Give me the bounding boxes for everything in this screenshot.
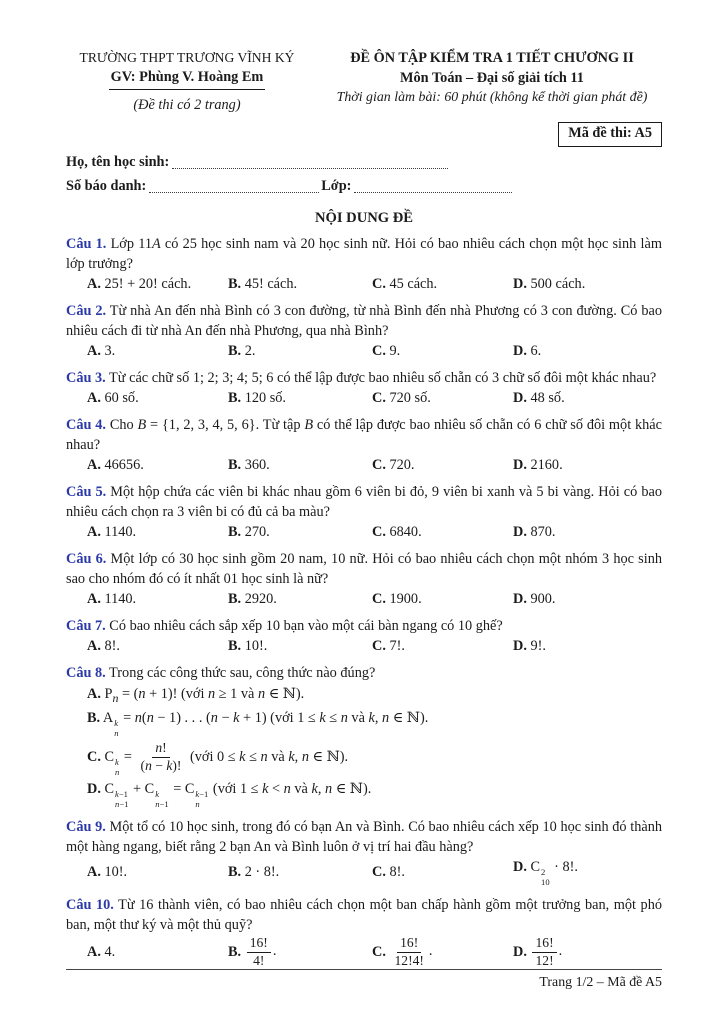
student-id-field <box>149 188 319 193</box>
option-D <box>513 522 662 542</box>
options <box>87 589 662 609</box>
content-heading: NỘI DUNG ĐỀ <box>314 210 414 226</box>
option-text: $P_n = (n + 1)$! (với n ≥ 1 và n ∈ ℕ). <box>104 686 305 706</box>
question-9 <box>66 817 662 888</box>
page-footer <box>66 969 662 991</box>
option-C <box>372 935 513 970</box>
option-D <box>513 857 662 888</box>
question-text: Câu 4. Cho B = {1, 2, 3, 4, 5, 6}. Từ tập B có thể lập được bao nhiêu số chẵn có 6 chữ số đôi một khác nhau? <box>66 417 662 454</box>
option-letter: C. <box>372 591 386 608</box>
option-letter: C. <box>372 638 386 655</box>
option-letter: D. <box>513 343 527 360</box>
option-letter: C. <box>372 524 386 541</box>
option-letter: B. <box>228 943 242 960</box>
options <box>87 935 662 970</box>
option-letter: D. <box>513 638 527 655</box>
option-text: 45! cách. <box>244 276 298 293</box>
option-B <box>228 935 372 970</box>
option-letter: A. <box>87 638 101 655</box>
option-letter: A. <box>87 944 101 961</box>
option-text: C k−1 n−1 + C k n−1 = C k−1 n (với 1 ≤ k < n và k, n ∈ ℕ). <box>104 780 372 809</box>
option-letter: B. <box>228 276 242 293</box>
option-text: 1140. <box>104 524 137 541</box>
option-text: 500 cách. <box>530 276 586 293</box>
option-letter: A. <box>87 343 101 360</box>
option-text: A k n = n(n − 1) . . . (n − k + 1) (với 1 ≤ k ≤ n và k, n ∈ ℕ). <box>102 709 429 738</box>
question-label: Câu 1. <box>66 236 107 252</box>
option-D <box>513 589 662 609</box>
options <box>87 341 662 361</box>
question-label: Câu 10. <box>66 896 114 913</box>
option-text: 8!. <box>389 864 405 881</box>
teacher-row <box>66 66 308 90</box>
option-text: 720. <box>389 457 415 474</box>
student-name-field <box>172 164 448 169</box>
option-letter: B. <box>228 864 242 881</box>
option-text: 10!. <box>104 864 128 881</box>
question-label: Câu 3. <box>66 370 106 387</box>
options <box>87 455 662 475</box>
exam-duration: Thời gian làm bài: 60 phút (không kể thời gian phát đề) <box>336 90 648 105</box>
options <box>87 274 662 294</box>
title-block <box>322 50 662 106</box>
option-text: 120 số. <box>244 390 287 407</box>
option-letter: B. <box>228 390 242 407</box>
option-text: 2920. <box>244 591 277 608</box>
option-letter: D. <box>513 276 527 293</box>
option-D <box>513 388 662 408</box>
question-label: Câu 7. <box>66 618 106 635</box>
option-text: 45 cách. <box>389 276 438 293</box>
option-letter: C. <box>372 943 386 960</box>
option-text: 900. <box>530 591 556 608</box>
question-text: Câu 8. Trong các công thức sau, công thức nào đúng? <box>66 665 376 682</box>
option-C <box>372 274 513 294</box>
student-id-label: Số báo danh: <box>66 178 147 194</box>
option-letter: D. <box>87 780 101 797</box>
question-7 <box>66 616 662 656</box>
question-text: Câu 2. Từ nhà An đến nhà Bình có 3 con đường, từ nhà Bình đến nhà Phương có 3 con đường. Có bao nhiêu cách đi từ nhà An đến nhà Phương, qua nhà Bình? <box>66 303 662 340</box>
option-A <box>87 455 228 475</box>
question-4 <box>66 415 662 475</box>
option-B <box>87 708 662 739</box>
option-letter: A. <box>87 686 101 703</box>
option-text: 25! + 20! cách. <box>104 276 192 293</box>
option-letter: D. <box>513 457 527 474</box>
option-text: 9!. <box>530 638 546 655</box>
question-1 <box>66 234 662 294</box>
options <box>87 522 662 542</box>
option-text: 4. <box>104 944 116 961</box>
question-text: Câu 3. Từ các chữ số 1; 2; 3; 4; 5; 6 có thể lập được bao nhiêu số chẵn có 3 chữ số đôi một khác nhau? <box>66 370 657 387</box>
option-letter: C. <box>372 276 386 293</box>
option-text: 3. <box>104 343 116 360</box>
question-text: Câu 1. Lớp 11A có 25 học sinh nam và 20 học sinh nữ. Hỏi có bao nhiêu cách chọn một học sinh làm lớp trưởng? <box>66 236 662 273</box>
option-D <box>513 455 662 475</box>
option-text: 870. <box>530 524 556 541</box>
exam-code-box: Mã đề thi: A5 <box>558 122 662 147</box>
student-id-line <box>66 178 662 195</box>
option-letter: C. <box>372 390 386 407</box>
option-A <box>87 388 228 408</box>
options <box>87 684 662 809</box>
option-D <box>513 274 662 294</box>
option-letter: A. <box>87 457 101 474</box>
option-C <box>372 455 513 475</box>
option-B <box>228 388 372 408</box>
question-text: Câu 5. Một hộp chứa các viên bi khác nhau gồm 6 viên bi đỏ, 9 viên bi xanh và 5 bi vàng. Hỏi có bao nhiêu cách chọn ra 3 viên bi có đủ cả ba màu? <box>66 484 662 521</box>
teacher-name: GV: Phùng V. Hoàng Em <box>109 68 266 90</box>
option-text: 270. <box>244 524 270 541</box>
question-label: Câu 8. <box>66 665 106 682</box>
option-C <box>372 341 513 361</box>
question-6 <box>66 549 662 609</box>
option-C <box>87 740 662 778</box>
option-letter: C. <box>87 748 101 765</box>
option-letter: D. <box>513 943 527 960</box>
option-text: 46656. <box>104 457 144 474</box>
exam-code-row <box>66 122 662 147</box>
question-3 <box>66 368 662 408</box>
option-A <box>87 862 228 882</box>
page-info: Trang 1/2 – Mã đề A5 <box>539 975 662 990</box>
question-5 <box>66 482 662 542</box>
option-letter: B. <box>228 591 242 608</box>
class-field <box>354 188 512 193</box>
option-letter: A. <box>87 524 101 541</box>
questions <box>66 234 662 970</box>
option-text: 2 · 8!. <box>244 864 280 881</box>
option-D <box>513 636 662 656</box>
question-text: Câu 9. Một tổ có 10 học sinh, trong đó có bạn An và Bình. Có bao nhiêu cách xếp 10 học sinh đó thành một hàng ngang, biết rằng 2 bạn An và Bình luôn ở vị trí hai đầu hàng? <box>66 818 662 855</box>
student-name-label: Họ, tên học sinh: <box>66 154 170 170</box>
option-text: 2. <box>244 343 256 360</box>
student-name-line <box>66 154 662 171</box>
option-B <box>228 341 372 361</box>
option-B <box>228 589 372 609</box>
class-label: Lớp: <box>321 178 352 194</box>
option-letter: B. <box>228 524 242 541</box>
option-C <box>372 589 513 609</box>
question-text: Câu 6. Một lớp có 30 học sinh gồm 20 nam, 10 nữ. Hỏi có bao nhiêu cách chọn một nhóm 3 học sinh sao cho nhóm đó có ít nhất 01 học sinh là nữ? <box>66 551 662 588</box>
option-B <box>228 522 372 542</box>
option-text: $\frac{16!}{12!4!}$ . <box>394 934 433 968</box>
option-A <box>87 684 662 707</box>
option-text: 9. <box>389 343 401 360</box>
option-letter: C. <box>372 864 386 881</box>
option-A <box>87 274 228 294</box>
question-label: Câu 5. <box>66 484 107 501</box>
option-letter: A. <box>87 864 101 881</box>
exam-header <box>66 50 662 114</box>
school-block <box>66 50 308 114</box>
option-D <box>87 779 662 810</box>
option-C <box>372 636 513 656</box>
pages-note: (Đề thi có 2 trang) <box>133 97 241 113</box>
option-A <box>87 522 228 542</box>
option-text: 8!. <box>104 638 120 655</box>
option-D <box>513 341 662 361</box>
question-8 <box>66 663 662 809</box>
exam-title: ĐỀ ÔN TẬP KIỂM TRA 1 TIẾT CHƯƠNG II <box>350 50 634 66</box>
option-text: $\frac{16!}{12!}$ . <box>530 943 562 959</box>
option-text: 2160. <box>530 457 563 474</box>
option-letter: C. <box>372 457 386 474</box>
question-2 <box>66 301 662 361</box>
option-A <box>87 589 228 609</box>
option-letter: B. <box>228 638 242 655</box>
option-B <box>228 862 372 882</box>
option-C <box>372 388 513 408</box>
option-text: 6. <box>530 343 542 360</box>
option-letter: C. <box>372 343 386 360</box>
option-letter: A. <box>87 390 101 407</box>
option-B <box>228 455 372 475</box>
options <box>87 857 662 888</box>
option-A <box>87 636 228 656</box>
option-A <box>87 341 228 361</box>
option-C <box>372 862 513 882</box>
option-C <box>372 522 513 542</box>
exam-subject: Môn Toán – Đại số giải tích 11 <box>400 70 584 86</box>
option-text: 10!. <box>244 638 268 655</box>
question-label: Câu 6. <box>66 551 107 568</box>
option-text: C k n = $\frac{n!}{(n - k)!}$ (với 0 ≤ k ≤ n và k, n ∈ ℕ). <box>104 739 349 777</box>
options <box>87 636 662 656</box>
option-letter: D. <box>513 524 527 541</box>
option-letter: B. <box>228 457 242 474</box>
option-text: C 2 10 · 8!. <box>530 858 579 887</box>
question-label: Câu 4. <box>66 417 106 434</box>
option-letter: B. <box>228 343 242 360</box>
option-letter: D. <box>513 591 527 608</box>
option-text: 7!. <box>389 638 405 655</box>
option-letter: B. <box>87 709 101 726</box>
option-text: 60 số. <box>104 390 139 407</box>
question-text: Câu 10. Từ 16 thành viên, có bao nhiêu cách chọn một ban chấp hành gồm một trưởng ban, một phó ban, một thư ký và một thủ quỹ? <box>66 896 662 933</box>
option-letter: D. <box>513 390 527 407</box>
option-A <box>87 942 228 962</box>
option-text: 720 số. <box>389 390 431 407</box>
option-letter: A. <box>87 591 101 608</box>
option-text: 1140. <box>104 591 137 608</box>
question-text: Câu 7. Có bao nhiêu cách sắp xếp 10 bạn vào một cái bàn ngang có 10 ghế? <box>66 618 503 635</box>
option-B <box>228 274 372 294</box>
option-text: $\frac{16!}{4!}$ . <box>245 943 277 959</box>
option-letter: D. <box>513 858 527 875</box>
option-B <box>228 636 372 656</box>
option-text: 48 số. <box>530 390 565 407</box>
options <box>87 388 662 408</box>
option-text: 360. <box>244 457 270 474</box>
option-D <box>513 935 662 970</box>
question-label: Câu 2. <box>66 303 107 320</box>
option-text: 1900. <box>389 591 422 608</box>
school-name: TRƯỜNG THPT TRƯƠNG VĨNH KÝ <box>79 50 295 65</box>
question-10 <box>66 895 662 970</box>
question-label: Câu 9. <box>66 818 106 835</box>
option-text: 6840. <box>389 524 422 541</box>
option-letter: A. <box>87 276 101 293</box>
